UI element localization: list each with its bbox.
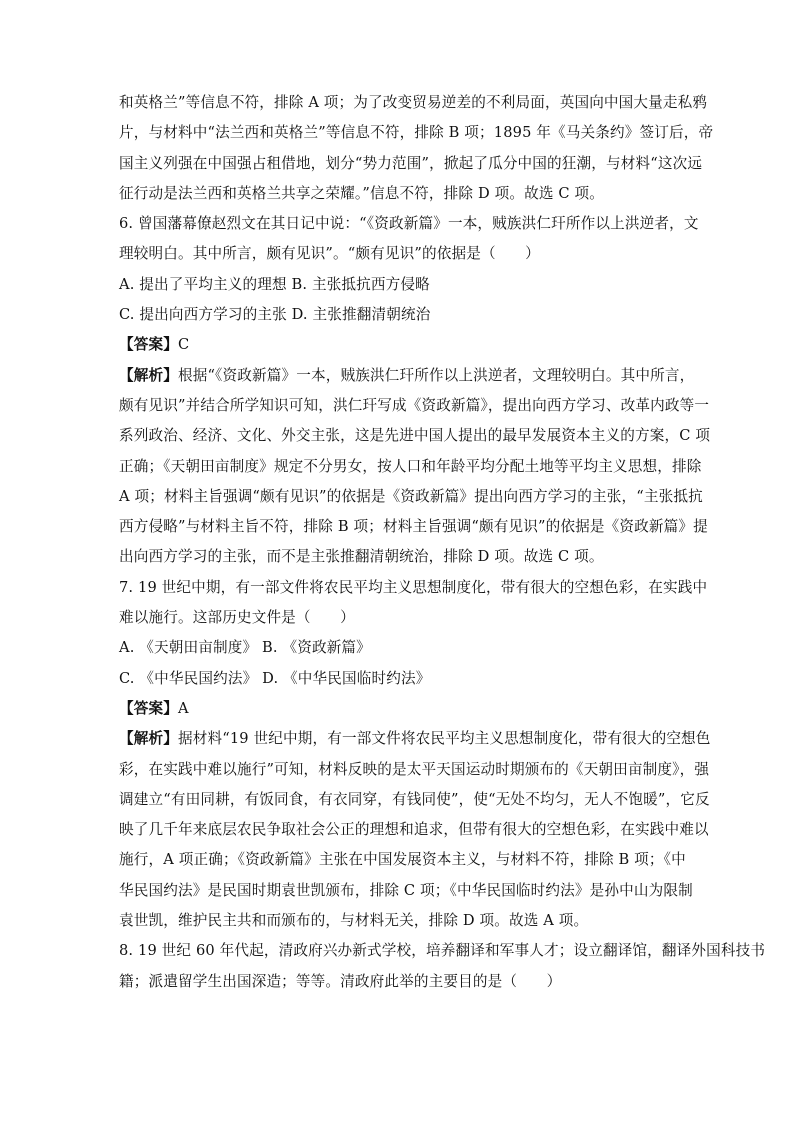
text-line: 征行动是法兰西和英格兰共享之荣耀。”信息不符，排除 D 项。故选 C 项。 bbox=[119, 184, 604, 202]
text-line: 系列政治、经济、文化、外交主张，这是先进中国人提出的最早发展资本主义的方案，C 项 bbox=[119, 427, 711, 445]
section-label: 【解析】 bbox=[119, 366, 178, 384]
text-line: 华民国约法》是民国时期袁世凯颁布，排除 C 项；《中华民国临时约法》是孙中山为限制 bbox=[119, 881, 693, 899]
text-line: A. 《天朝田亩制度》 B. 《资政新篇》 bbox=[119, 639, 371, 657]
text-line: A 项；材料主旨强调“颇有见识”的依据是《资政新篇》提出向西方学习的主张，“主张抵抗 bbox=[119, 487, 703, 505]
text-line-rest: 根据“《资政新篇》一本，贼族洪仁玕所作以上洪逆者，文理较明白。其中所言， bbox=[177, 366, 695, 384]
text-line: C. 《中华民国约法》 D. 《中华民国临时约法》 bbox=[119, 669, 431, 687]
text-line: 国主义列强在中国强占租借地，划分“势力范围”，掀起了瓜分中国的狂潮，与材料“这次远 bbox=[119, 154, 703, 172]
text-line: 理较明白。其中所言，颇有见识”。“颇有见识”的依据是（ ） bbox=[119, 245, 540, 263]
text-line: 8. 19 世纪 60 年代起，清政府兴办新式学校，培养翻译和军事人才；设立翻译馆，翻译外国科技书 bbox=[119, 942, 766, 960]
text-line: 6. 曾国藩幕僚赵烈文在其日记中说：“《资政新篇》一本，贼族洪仁玕所作以上洪逆者，文 bbox=[119, 215, 699, 233]
text-line: 袁世凯，维护民主共和而颁布的，与材料无关，排除 D 项。故选 A 项。 bbox=[119, 912, 589, 930]
section-label: 【答案】 bbox=[119, 336, 178, 354]
text-line: 西方侵略”与材料主旨不符，排除 B 项；材料主旨强调“颇有见识”的依据是《资政新篇》提 bbox=[119, 518, 708, 536]
text-line bbox=[119, 330, 677, 360]
text-line: 籍；派遣留学生出国深造；等等。清政府此举的主要目的是（ ） bbox=[119, 972, 562, 990]
text-line: 施行，A 项正确；《资政新篇》主张在中国发展资本主义，与材料不符，排除 B 项；《中 bbox=[119, 851, 686, 869]
text-line: 正确；《天朝田亩制度》规定不分男女，按人口和年龄平均分配土地等平均主义思想，排除 bbox=[119, 457, 702, 475]
text-line: 调建立“有田同耕，有饭同食，有衣同穿，有钱同使”，使“无处不均匀，无人不饱暖”，它反 bbox=[119, 790, 710, 808]
text-line-rest: C bbox=[177, 336, 190, 354]
document-body bbox=[119, 88, 766, 997]
text-line-rest: 据材料“19 世纪中期，有一部文件将农民平均主义思想制度化，带有很大的空想色 bbox=[177, 730, 711, 748]
text-line bbox=[119, 724, 711, 754]
text-line-rest: A bbox=[177, 699, 189, 717]
text-line bbox=[119, 361, 695, 391]
text-line: 7. 19 世纪中期，有一部文件将农民平均主义思想制度化，带有很大的空想色彩，在实践中 bbox=[119, 578, 708, 596]
section-label: 【解析】 bbox=[119, 730, 178, 748]
text-line: 颇有见识”并结合所学知识可知，洪仁玕写成《资政新篇》，提出向西方学习、改革内政等一 bbox=[119, 396, 710, 414]
section-label: 【答案】 bbox=[119, 699, 178, 717]
text-line: C. 提出向西方学习的主张 D. 主张推翻清朝统治 bbox=[119, 306, 431, 324]
text-line: 和英格兰”等信息不符，排除 A 项；为了改变贸易逆差的不利局面，英国向中国大量走私鸦 bbox=[119, 94, 708, 111]
text-line: 出向西方学习的主张，而不是主张推翻清朝统治，排除 D 项。故选 C 项。 bbox=[119, 548, 604, 566]
text-line: 映了几千年来底层农民争取社会公正的理想和追求，但带有很大的空想色彩，在实践中难以 bbox=[119, 821, 709, 839]
text-line bbox=[119, 694, 677, 724]
text-line: A. 提出了平均主义的理想 B. 主张抵抗西方侵略 bbox=[119, 275, 430, 293]
text-line: 彩，在实践中难以施行”可知，材料反映的是太平天国运动时期颁布的《天朝田亩制度》，强 bbox=[119, 760, 710, 778]
text-line: 片，与材料中“法兰西和英格兰”等信息不符，排除 B 项；1895 年《马关条约》签订后，帝 bbox=[119, 124, 714, 142]
text-line: 难以施行。这部历史文件是（ ） bbox=[119, 609, 355, 627]
